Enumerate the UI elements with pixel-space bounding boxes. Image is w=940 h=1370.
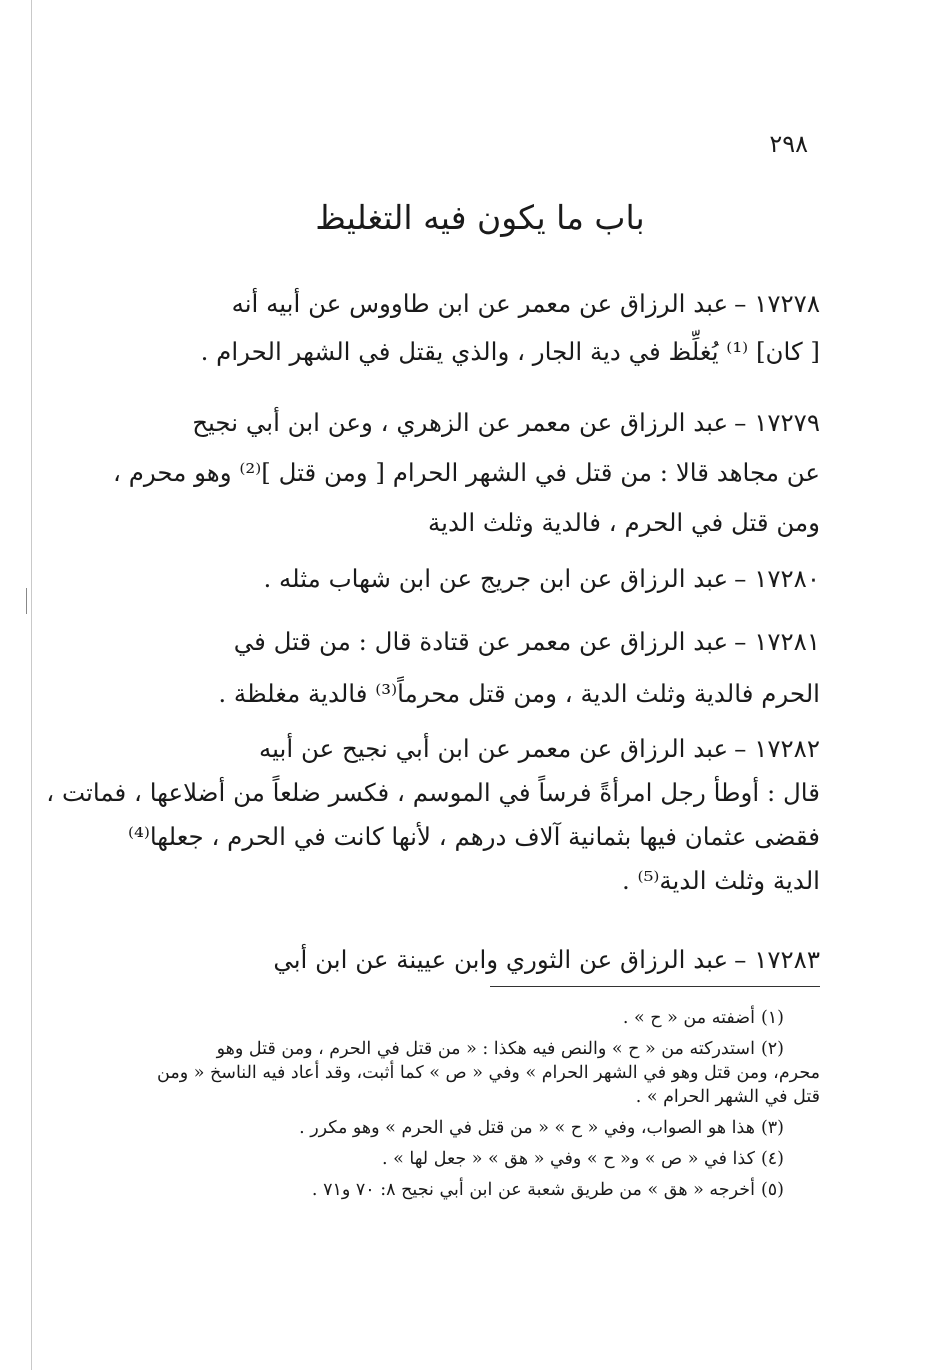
chapter-heading: باب ما يكون فيه التغليظ <box>315 198 645 237</box>
footnote-separator <box>490 986 820 987</box>
paragraph-line: ١٧٢٨٣ –عبد الرزاق عن الثوري وابن عيينة عن ابن أبي <box>273 945 820 974</box>
hadith-number: ١٧٢٨٠ – <box>734 564 820 593</box>
hadith-number: ١٧٢٧٨ – <box>734 289 820 318</box>
footnote-mark: (٤) <box>760 1149 784 1169</box>
footnote-line: (١)أضفته من « ح » . <box>622 1008 784 1028</box>
footnote <box>140 1006 820 1030</box>
book-page <box>46 0 820 1370</box>
paragraph-line: قال : أوطأ رجل امرأةً فرساً في الموسم ، فكسر ضلعاً من أضلاعها ، فماتت ، <box>46 778 820 807</box>
footnote-line: قتل في الشهر الحرام » . <box>635 1087 820 1107</box>
paragraph-line: الحرم فالدية وثلث الدية ، ومن قتل محرماً⁽³⁾ فالدية مغلظة . <box>218 679 820 708</box>
page-number: ٢٩٨ <box>769 130 808 158</box>
hadith-number: ١٧٢٨٣ – <box>734 945 820 974</box>
paragraph-line: عن مجاهد قالا : من قتل في الشهر الحرام [ ومن قتل ]⁽²⁾ وهو محرم ، <box>113 458 820 487</box>
paragraph-line: الدية وثلث الدية⁽⁵⁾ . <box>621 866 820 895</box>
hadith-paragraph <box>140 555 820 603</box>
hadith-paragraph <box>46 727 820 903</box>
hadith-paragraph <box>140 936 820 984</box>
paragraph-line: ١٧٢٧٩ –عبد الرزاق عن معمر عن الزهري ، وعن ابن أبي نجيح <box>192 408 820 437</box>
hadith-number: ١٧٢٧٩ – <box>734 408 820 437</box>
scan-edge-line <box>31 0 32 1370</box>
paragraph-line: ١٧٢٧٨ –عبد الرزاق عن معمر عن ابن طاووس عن أبيه أنه <box>231 289 820 318</box>
footnote-line: (٣)هذا هو الصواب، وفي « ح » « من قتل في الحرم » وهو مكرر . <box>299 1118 784 1138</box>
hadith-paragraph <box>140 280 820 376</box>
footnotes <box>140 1006 820 1209</box>
hadith-number: ١٧٢٨٢ – <box>734 734 820 763</box>
hadith-number: ١٧٢٨١ – <box>734 627 820 656</box>
paragraph-line: فقضى عثمان فيها بثمانية آلاف درهم ، لأنها كانت في الحرم ، جعلها⁽⁴⁾ <box>127 822 820 851</box>
footnote-mark: (١) <box>760 1008 784 1028</box>
paragraph-line: ١٧٢٨٢ –عبد الرزاق عن معمر عن ابن أبي نجيح عن أبيه <box>259 734 820 763</box>
footnote-mark: (٣) <box>760 1118 784 1138</box>
paragraph-line: [ كان] ⁽¹⁾ يُغلِّظ في دية الجار ، والذي يقتل في الشهر الحرام . <box>200 337 820 366</box>
paragraph-line: ومن قتل في الحرم ، فالدية وثلث الدية <box>428 508 820 537</box>
paragraph-line: ١٧٢٨٠ –عبد الرزاق عن ابن جريج عن ابن شهاب مثله . <box>263 564 820 593</box>
footnote-mark: (٥) <box>760 1180 784 1200</box>
scan-margin-mark <box>26 588 27 614</box>
footnote-line: (٢)استدركته من « ح » والنص فيه هكذا : « من قتل في الحرم ، ومن قتل وهو <box>216 1039 784 1059</box>
footnote <box>140 1116 820 1140</box>
footnote-line: (٥)أخرجه « هق » من طريق شعبة عن ابن أبي نجيح ٨: ٧٠ و٧١ . <box>311 1180 784 1200</box>
footnote-mark: (٢) <box>760 1039 784 1059</box>
footnote <box>140 1147 820 1171</box>
footnote-line: (٤)كذا في « ص » و« ح » وفي « هق » « جعل لها » . <box>382 1149 784 1169</box>
hadith-paragraph <box>140 616 820 720</box>
footnote-line: محرم، ومن قتل وهو في الشهر الحرام » وفي « ص » كما أثبت، وقد أعاد فيه الناسخ « ومن <box>157 1063 820 1083</box>
hadith-paragraph <box>113 398 820 548</box>
paragraph-line: ١٧٢٨١ –عبد الرزاق عن معمر عن قتادة قال : من قتل في <box>233 627 820 656</box>
footnote <box>140 1037 820 1109</box>
footnote <box>140 1178 820 1202</box>
